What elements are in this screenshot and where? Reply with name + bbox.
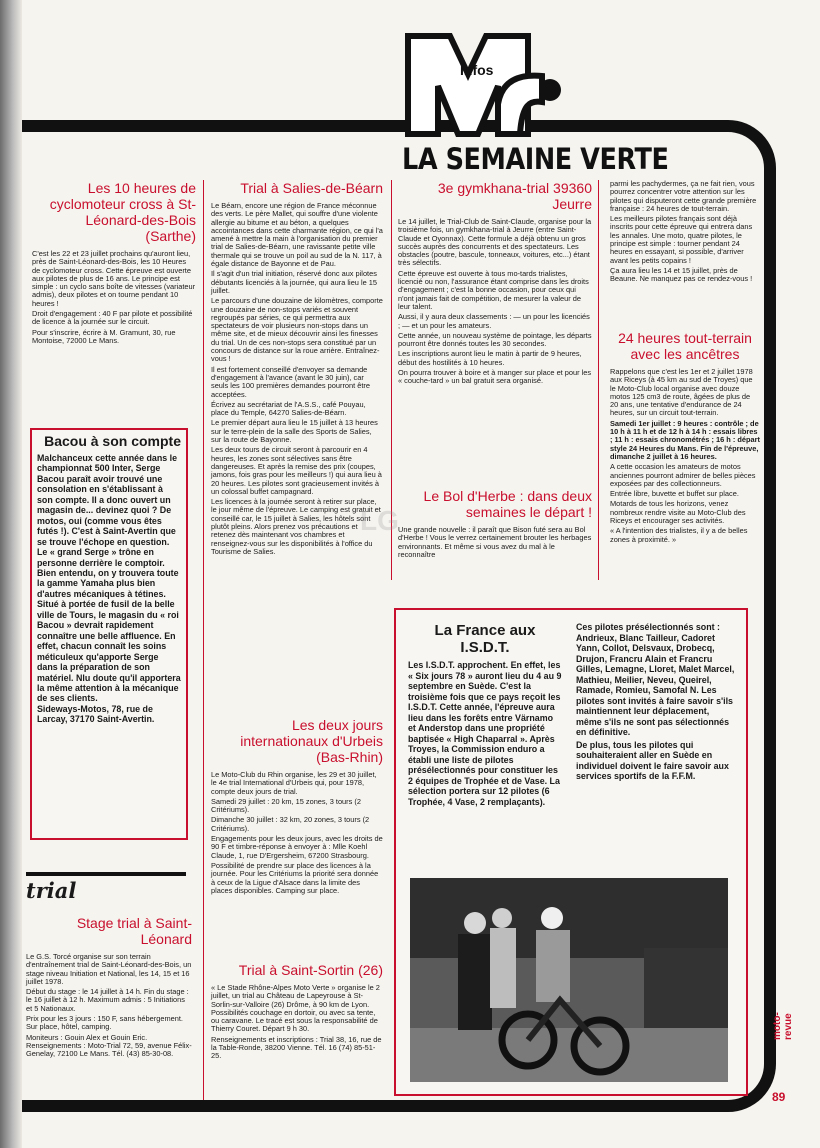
article-title: Trial à Salies-de-Béarn [240,180,383,196]
article-paragraph: Cette année, un nouveau système de pointage, les départs pourront être donnés toutes les 30 secondes. [398,330,592,349]
watermark-stamp: LG [360,505,399,536]
article-paragraph: Écrivez au secrétariat de l'A.S.S., café Pouyau, place du Temple, 64270 Salies-de-Béarn. [211,399,366,418]
isdt-right-column [576,622,736,782]
article-paragraph: Ça aura lieu les 14 et 15 juillet, près de Beaune. Ne manquez pas ce rendez-vous ! [610,265,753,284]
article-urbeis [211,717,383,897]
isdt-left-column [408,622,562,807]
article-paragraph: Entrée libre, buvette et buffet sur place. [610,489,739,499]
article-bol-herbe [398,488,592,561]
article-address: Sideways-Motos, 78, rue de Larcay, 37170 Saint-Avertin. [37,703,155,725]
article-title: 3e gymkhana-trial 39360 Jeurre [437,180,592,212]
article-title: Les 10 heures de cyclomoteur cross à St-Léonard-des-Bois (Sarthe) [49,180,196,244]
article-bol-herbe-continued [610,180,760,286]
article-paragraph: « Le Stade Rhône-Alpes Moto Verte » organise le 2 juillet, un trial au Château de Lapeyrouse à St-Sorlin-sur-Valloire (26) Drôme, à 90 km de Lyon. Possibilités couchage en dortoir, ou avec sa tente, ou caravane. Le tracé est sous la responsabilité de Thierry Couret. Départ 9 h 30. [211,983,380,1034]
page-number: 89 [772,1090,786,1104]
section-label-trial: trial [26,878,77,903]
article-paragraph: Possibilité de prendre sur place des licences à la journée. Pour les Critériums la priorité sera donnée à ceux de la Ligue d'Alsace dans la limite des places disponibles. Camping sur place. [211,860,379,895]
article-paragraph: Les I.S.D.T. approchent. En effet, les « Six jours 78 » auront lieu du 4 au 9 septembre en Suède. C'est la troisième fois que ce pays reçoit les I.S.D.T. Cette année, l'épreuve aura lieu dans les forêts entre Värnamo et Anderstop dans une propriété baptisée « High Chaparral ». Après Troyes, la Commission enduro a établi une liste de pilotes présélectionnés pour constituer les 2 équipes de Trophée et de Vase. La sélection portera sur 12 pilotes (6 Trophée, 4 Vase, 2 remplaçants). [408,660,562,807]
article-paragraph: Il est fortement conseillé d'envoyer sa demande d'engagement à l'avance (avant le 30 juin), car seuls les 100 premières demandes pourront être acceptées. [211,364,370,399]
article-paragraph: Une grande nouvelle : il paraît que Bison futé sera au Bol d'Herbe ! Vous le verrez certainement brouter les herbages environnants. Et même si vous avez du mal à le reconnaître [398,525,592,559]
article-paragraph: Le premier départ aura lieu le 15 juillet à 13 heures sur le terre-plein de la salle des Sports de Salies, sur la route de Bayonne. [211,418,378,445]
article-paragraph: Les meilleurs pilotes français sont déjà inscrits pour cette épreuve qui entrera dans les annales. Une moto, quatre pilotes, le principe est simple : tourner pendant 24 heures en essayant, si possible, d'arriver avant les petits copains ! [610,214,753,265]
article-bacou-box [30,428,188,840]
logo-infos-label: Infos [460,62,494,78]
article-paragraph: Le G.S. Torcé organise sur son terrain d'entraînement trial de Saint-Léonard-des-Bois, un stage niveau Initiation et National, les 14, 15 et 16 juillet 1978. [26,952,192,986]
section-divider [26,872,186,876]
article-paragraph: Motards de tous les horizons, venez nombreux rendre visite au Moto-Club des Riceys et encourager ses activités. [610,499,746,526]
article-gymkhana [398,180,592,388]
article-paragraph: Cette épreuve est ouverte à tous mo-tards trialistes, licencié ou non, l'assurance étant comprise dans les droits d'engagement ; c'est la bonne occasion, pour ceux qui n'ont jamais fait de compétition, de mesurer la valeur de leur talent. [398,268,589,311]
article-paragraph: Début du stage : le 14 juillet à 14 h. Fin du stage : le 16 juillet à 12 h. Maximum admis : 5 Initiations et 5 Nationaux. [26,987,189,1013]
article-paragraph: Renseignements et inscriptions : Trial 38, 16, rue de la Table-Ronde, 38200 Vienne. Tél. 16 (74) 85-51-25. [211,1034,382,1061]
article-title: Le Bol d'Herbe : dans deux semaines le départ ! [423,488,592,520]
article-paragraph: Il s'agit d'un trial initiation, réservé donc aux pilotes débutants licenciés à la journée, qui aura lieu le 15 juillet. [211,269,377,295]
article-paragraph: De plus, tous les pilotes qui souhaiteraient aller en Suède en individuel doivent le faire savoir aux services sportifs de la F.F.M. [576,739,729,781]
article-paragraph: Aussi, il y aura deux classements : — un pour les licenciés ; — et un pour les amateurs. [398,312,590,330]
article-paragraph: Samedi 1er juillet : 9 heures : contrôle ; de 10 h à 11 h et de 12 h à 14 h : essais libres ; 11 h : essais chronométrés ; 16 h : départ style 24 Heures du Mans. Fin de l'épreuve, dimanche 2 juillet à 16 heures. [610,418,760,461]
article-paragraph: Droit d'engagement : 40 F par pilote et possibilité de licence à la journée sur le circuit. [32,309,193,327]
column-separator [598,180,599,580]
article-title: Stage trial à Saint-Léonard [76,915,192,947]
page-binding-shadow [0,0,22,1148]
article-title: La France aux I.S.D.T. [434,622,536,656]
mr-logo [402,30,562,140]
article-paragraph: Le 14 juillet, le Trial-Club de Saint-Claude, organise pour la troisième fois, un gymkhana-trial à Jeurre (entre Saint-Claude et Oyonnax). Cette formule a déjà obtenu un gros succès auprès des concurrents et des spectateurs. Les obstacles (poutre, bascule, tonneaux, voitures, etc...) étant très sélectifs. [398,217,592,268]
article-paragraph: Engagements pour les deux jours, avec les droits de 90 F et timbre-réponse à envoyer à : Mlle Koehl Claude, 1, rue D'Ergersheim, 67200 Strasbourg. [211,834,383,860]
article-paragraph: Le Moto-Club du Rhin organise, les 29 et 30 juillet, le 4e trial International d'Urbeis qui, pour 1978, compte deux jours de trial. [211,770,377,796]
magazine-name-vertical: moto-revue [772,1012,794,1040]
article-paragraph: Les deux tours de circuit seront à parcourir en 4 heures, les zones sont sélectives sans être dangereuses. Et après la remise des prix (coupes, jamons, fois gras pour les meilleurs !) qui aura lieu à 20 heures. Les pilotes sont gracieusement invités à un colossal buffet campagnard. [211,445,382,496]
article-title: 24 heures tout-terrain avec les ancêtres [618,330,752,362]
article-10-heures [32,180,196,347]
article-paragraph: Les inscriptions auront lieu le matin à partir de 9 heures, début des hostilités à 10 heures. [398,349,582,367]
article-paragraph: A cette occasion les amateurs de motos anciennes pourront admirer de belles pièces exposées par des collectionneurs. [610,462,756,488]
article-title: Trial à Saint-Sortin (26) [238,962,383,978]
article-salies [211,180,383,558]
article-paragraph: Samedi 29 juillet : 20 km, 15 zones, 3 tours (2 Critériums). [211,796,361,815]
article-paragraph: Moniteurs : Gouin Alex et Gouin Eric. Renseignements : Moto-Trial 72, 59, avenue Félix-Genelay, 72100 Le Mans. Tél. (43) 85-30-08. [26,1032,192,1059]
article-paragraph: Le Béarn, encore une région de France méconnue des verts. Le père Mallet, qui souffre d'une violente allergie au bitume et au béton, a quelques accointances dans cette charmante région, ce qui l'a amené à mettre la main à l'organisation du premier trial de Salies-de-Béarn, une ravissante petite ville thermale qui se trouve un poil au sud de la N. 117, à égale distance de Bayonne et de Pau. [211,201,383,269]
article-paragraph: parmi les pachydermes, ça ne fait rien, vous pourrez concentrer votre attention sur les pilotes qui disputeront cette grande première française : 24 heures de tout-terrain. [610,179,757,213]
masthead-title: LA SEMAINE VERTE [402,142,669,176]
article-paragraph: Le parcours d'une douzaine de kilomètres, comporte une douzaine de non-stops variés et souvent regroupés par séries, ce qui permettra aux spectateurs de voir plusieurs non-stops dans un même site, et de mieux découvrir ainsi les finesses du trial. Un de ces non-stops sera constitué par un concours de distance sur la roue arrière. Entraînez-vous ! [211,296,383,364]
article-24-heures [610,330,760,546]
article-paragraph: Prix pour les 3 jours : 150 F, sans hébergement. Sur place, hôtel, camping. [26,1014,183,1032]
column-separator [203,180,204,1100]
article-paragraph: Ces pilotes présélectionnés sont : Andrieux, Blanc Tailleur, Cadoret Yann, Collot, Delsvaux, Drobecq, Drujon, Francru Alain et Francru Gilles, Lemagne, Lloret, Malet Marcel, Mathieu, Meilier, Neveu, Queirel, Ramade, Romieu, Samofal N. Les pilotes sont invités à faire savoir s'ils maintiennent leur déplacement, même s'ils ne sont pas sélectionnés en définitive. [576,622,735,737]
article-paragraph: On pourra trouver à boire et à manger sur place et pour les « couche-tard » un bal gratuit sera organisé. [398,368,592,386]
article-paragraph: C'est les 22 et 23 juillet prochains qu'auront lieu, près de Saint-Léonard-des-Bois, les 10 Heures de cyclomoteur cross. Cette épreuve est ouverte aux pilotes de plus de 16 ans. Le principe est simple : un cyclo sans boîte de vitesses (variateur admis), deux pilotes et on tourne pendant 10 heures ! [32,249,196,308]
article-title: Les deux jours internationaux d'Urbeis (Bas-Rhin) [240,717,383,765]
article-paragraph: Pour s'inscrire, écrire à M. Gramunt, 30, rue Montoise, 72000 Le Mans. [32,327,176,345]
article-paragraph: Les licences à la journée seront à retirer sur place, le jour même de l'épreuve. Le camping est gratuit et conseillé car, le 15 juillet à Salies, les hôtels sont plutôt pleins. Alors prenez vos précautions et retenez dès maintenant vos chambres et renseignez-vous sur les disponibilités à l'office du Tourisme de Salies. [211,497,381,556]
article-paragraph: « A l'intention des trialistes, il y a de belles zones à proximité. » [610,526,748,544]
article-title: Bacou à son compte [44,433,181,449]
article-saint-sortin [211,962,383,1063]
article-paragraph: Dimanche 30 juillet : 32 km, 20 zones, 3 tours (2 Critériums). [211,815,370,833]
article-stage-trial [26,915,192,1061]
article-body: Malchanceux cette année dans le championnat 500 Inter, Serge Bacou paraît avoir trouvé une consolation en s'établissant à son compte. Il a donc ouvert un magasin de... devinez quoi ? De motos, oui (comme vous êtes futés !). C'est à Saint-Avertin que se trouve l'échope en question. Le « grand Serge » trône en personne derrière le comptoir. Bien entendu, on y trouvera toute la gamme Yamaha plus bien d'autres mécaniques à tétines. Situé à portée de fusil de la belle ville de Tours, le magasin du « roi Bacou » devrait rapidement connaître une belle affluence. En effet, chacun connaît les soins méticuleux qu'apporte Serge dans la préparation de son matériel. Nlu doute qu'il apportera la même attention à la mécanique de ses clients. [37,453,181,704]
article-paragraph: Rappelons que c'est les 1er et 2 juillet 1978 aux Riceys (à 45 km au sud de Troyes) que le Moto-Club local organise avec douze motos 125 cm3 de route, âgées de plus de 20 ans, une tentative d'endurance de 24 heures, sur un circuit tout-terrain. [610,367,753,418]
riders-photo [410,878,728,1082]
